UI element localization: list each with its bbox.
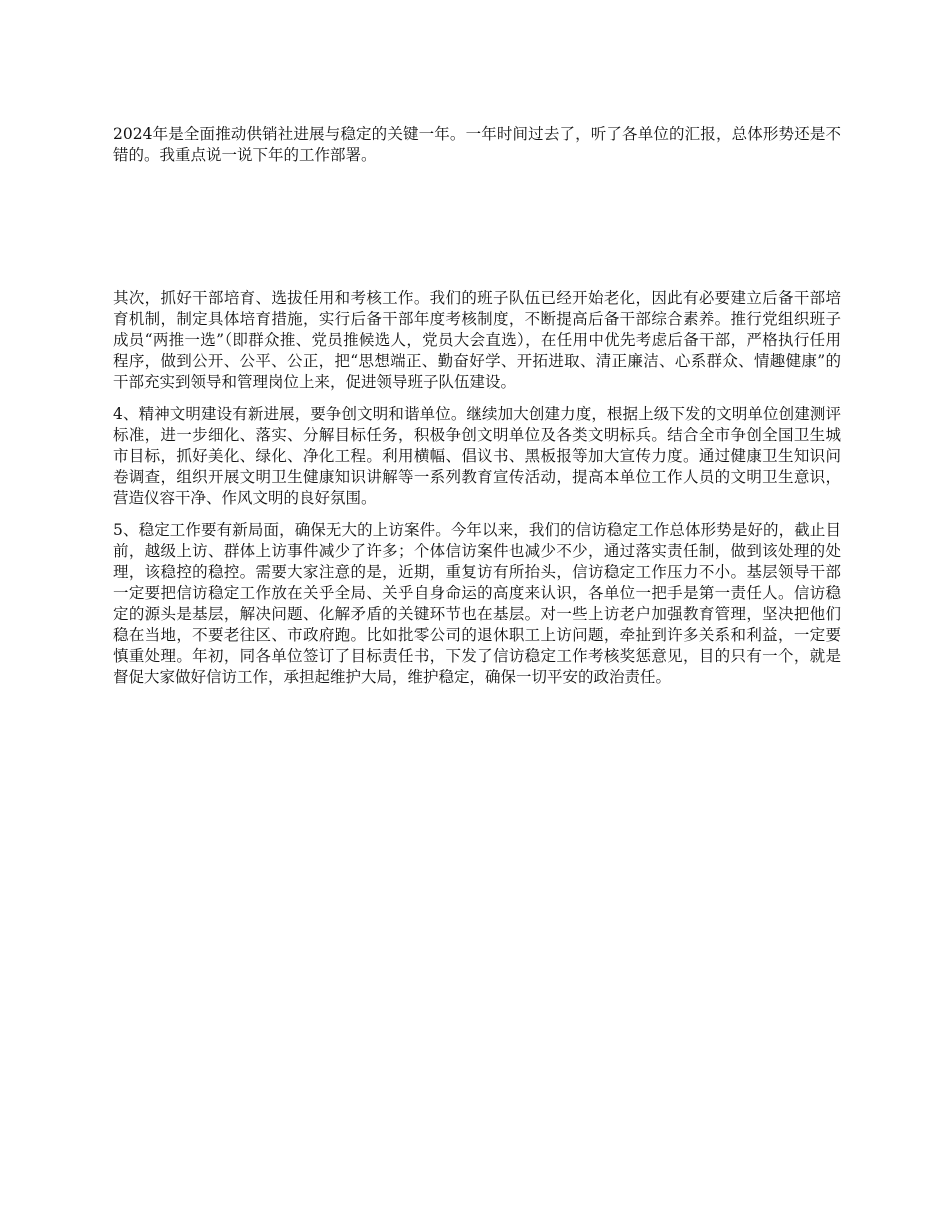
paragraph-intro: 2024年是全面推动供销社进展与稳定的关键一年。一年时间过去了，听了各单位的汇报，总体形势还是不错的。我重点说一说下年的工作部署。 <box>113 125 841 164</box>
paragraph-cadre-training: 其次，抓好干部培育、选拔任用和考核工作。我们的班子队伍已经开始老化，因此有必要建立后备干部培育机制，制定具体培育措施，实行后备干部年度考核制度，不断提高后备干部综合素养。推行党组织班子成员“两推一选”（即群众推、党员推候选人，党员大会直选），在任用中优先考虑后备干部，严格执行任用程序，做到公开、公平、公正，把“思想端正、勤奋好学、开拓进取、清正廉洁、心系群众、情趣健康”的干部充实到领导和管理岗位上来，促进领导班子队伍建设。 <box>113 289 841 391</box>
paragraph-stability-work: 5、稳定工作要有新局面，确保无大的上访案件。今年以来，我们的信访稳定工作总体形势是好的，截止目前，越级上访、群体上访事件减少了许多；个体信访案件也减少不少，通过落实责任制，做到该处理的处理，该稳控的稳控。需要大家注意的是，近期，重复访有所抬头，信访稳定工作压力不小。基层领导干部一定要把信访稳定工作放在关乎全局、关乎自身命运的高度来认识，各单位一把手是第一责任人。信访稳定的源头是基层，解决问题、化解矛盾的关键环节也在基层。对一些上访老户加强教育管理，坚决把他们稳在当地，不要老往区、市政府跑。比如批零公司的退休职工上访问题，牵扯到许多关系和利益，一定要慎重处理。年初，同各单位签订了目标责任书，下发了信访稳定工作考核奖惩意见，目的只有一个，就是督促大家做好信访工作，承担起维护大局，维护稳定，确保一切平安的政治责任。 <box>113 521 841 686</box>
paragraph-civilization-building: 4、精神文明建设有新进展，要争创文明和谐单位。继续加大创建力度，根据上级下发的文明单位创建测评标准，进一步细化、落实、分解目标任务，积极争创文明单位及各类文明标兵。结合全市争创全国卫生城市目标，抓好美化、绿化、净化工程。利用横幅、倡议书、黑板报等加大宣传力度。通过健康卫生知识问卷调查，组织开展文明卫生健康知识讲解等一系列教育宣传活动，提高本单位工作人员的文明卫生意识，营造仪容干净、作风文明的良好氛围。 <box>113 405 841 507</box>
blank-space <box>113 166 841 288</box>
document-body <box>113 124 841 699</box>
